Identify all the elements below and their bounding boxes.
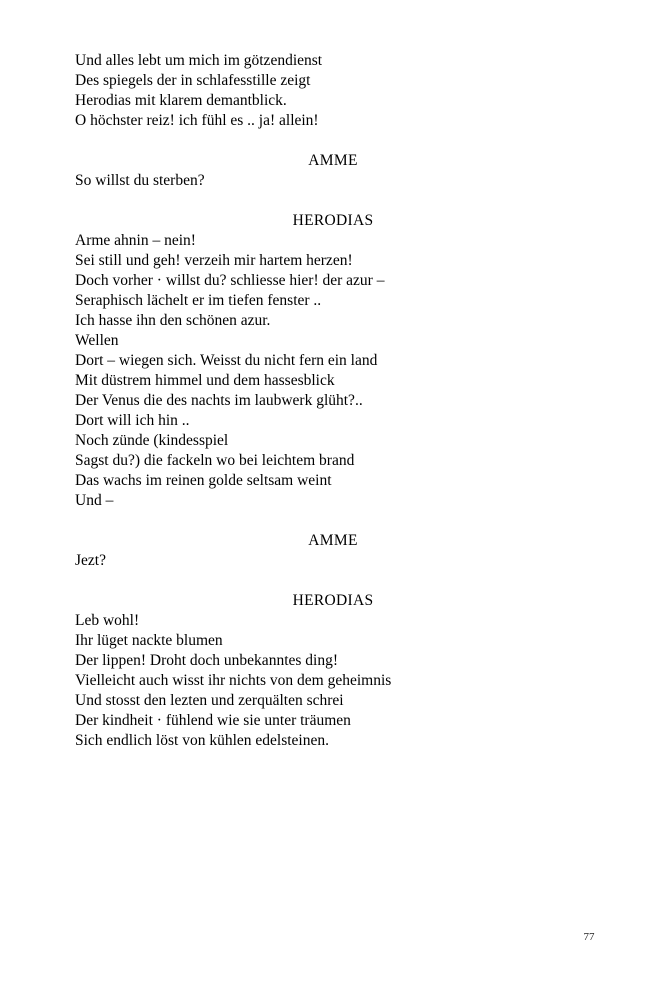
verse-line: Das wachs im reinen golde seltsam weint — [75, 472, 332, 489]
speaker-name: AMME — [308, 532, 358, 549]
speaker-name: AMME — [308, 152, 358, 169]
verse-line: Doch vorher · willst du? schliesse hier! der azur – — [75, 272, 385, 289]
verse-line: Mit düstrem himmel und dem hassesblick — [75, 372, 335, 389]
page-number: 77 — [583, 931, 595, 943]
poem-text — [75, 51, 595, 751]
verse-line: Und stosst den lezten und zerquälten schrei — [75, 692, 344, 709]
speech-herodias-2 — [75, 591, 595, 751]
stanza-gap — [75, 571, 595, 591]
verse-line: Der kindheit · fühlend wie sie unter träumen — [75, 712, 351, 729]
verse-line: Dort – wiegen sich. Weisst du nicht fern ein land — [75, 352, 378, 369]
verse-line: Noch zünde (kindesspiel — [75, 432, 229, 449]
verse-line: Ihr lüget nackte blumen — [75, 632, 223, 649]
speaker-name: HERODIAS — [292, 592, 374, 609]
verse-line: Und – — [75, 492, 114, 509]
verse-line: So willst du sterben? — [75, 172, 205, 189]
verse-line: Sei still und geh! verzeih mir hartem herzen! — [75, 252, 353, 269]
verse-stanza — [75, 51, 595, 131]
verse-line: Sagst du?) die fackeln wo bei leichtem brand — [75, 452, 355, 469]
verse-line: Wellen — [75, 332, 119, 349]
verse-line: Und alles lebt um mich im götzendienst — [75, 52, 323, 69]
verse-line: Des spiegels der in schlafesstille zeigt — [75, 72, 311, 89]
verse-line: Leb wohl! — [75, 612, 140, 629]
stanza-gap — [75, 511, 595, 531]
verse-line: Jezt? — [75, 552, 106, 569]
speech-amme-1 — [75, 151, 595, 191]
verse-line: Dort will ich hin .. — [75, 412, 190, 429]
stanza-gap — [75, 191, 595, 211]
verse-line: O höchster reiz! ich fühl es .. ja! allein! — [75, 112, 319, 129]
verse-line: Vielleicht auch wisst ihr nichts von dem geheimnis — [75, 672, 392, 689]
verse-line: Der lippen! Droht doch unbekanntes ding! — [75, 652, 339, 669]
verse-line: Seraphisch lächelt er im tiefen fenster .. — [75, 292, 322, 309]
speaker-name: HERODIAS — [292, 212, 374, 229]
verse-line: Ich hasse ihn den schönen azur. — [75, 312, 271, 329]
speech-amme-2 — [75, 531, 595, 571]
speech-herodias-1 — [75, 211, 595, 511]
stanza-gap — [75, 131, 595, 151]
verse-line: Arme ahnin – nein! — [75, 232, 196, 249]
verse-line: Herodias mit klarem demantblick. — [75, 92, 287, 109]
verse-line: Sich endlich löst von kühlen edelsteinen. — [75, 732, 329, 749]
verse-line: Der Venus die des nachts im laubwerk glüht?.. — [75, 392, 363, 409]
